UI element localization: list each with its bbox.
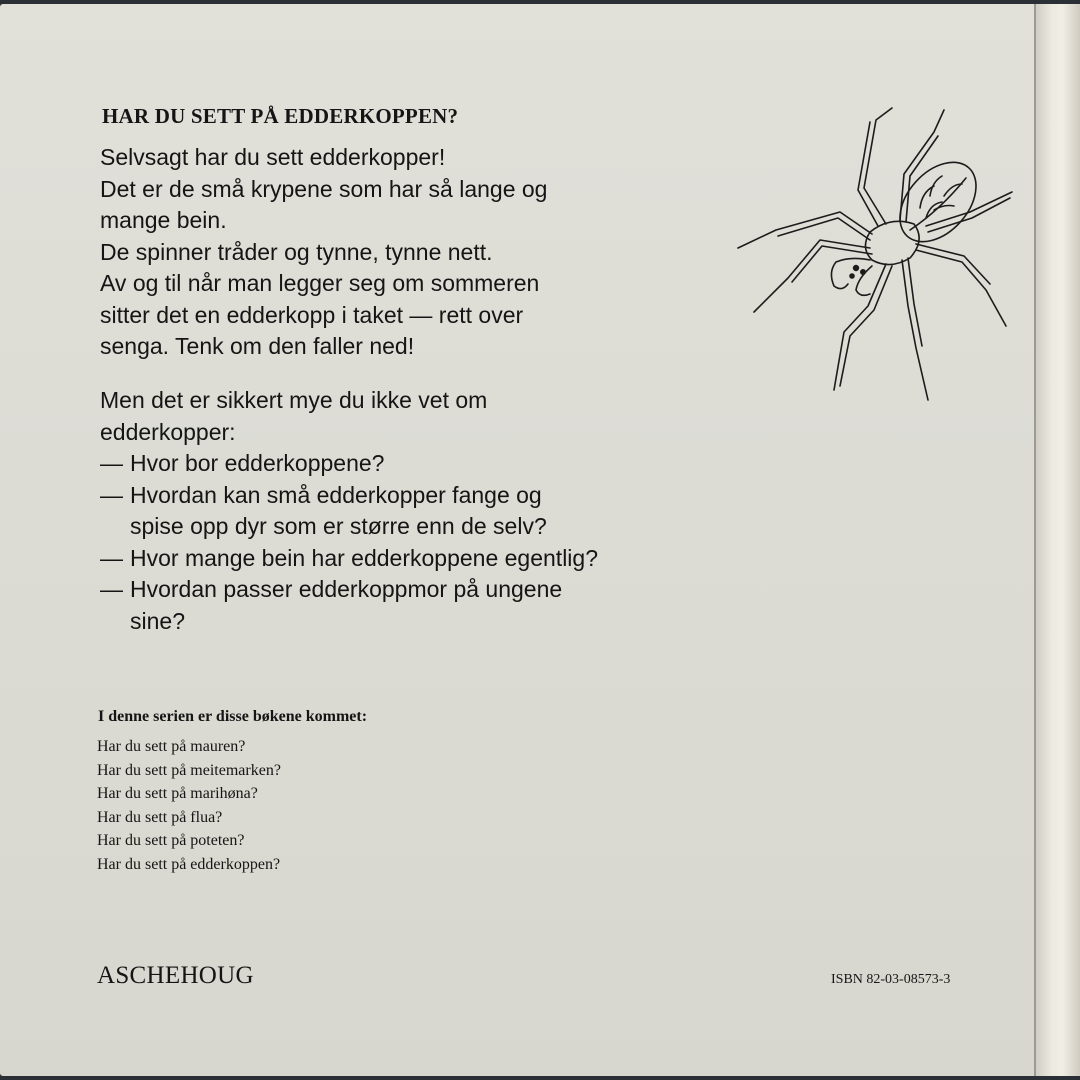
dash-bullet: — xyxy=(100,450,123,476)
questions-lead-line: edderkopper: xyxy=(100,418,236,445)
book-title: HAR DU SETT PÅ EDDERKOPPEN? xyxy=(102,104,459,128)
series-book: Har du sett på mauren? xyxy=(97,738,246,755)
spider-illustration xyxy=(730,100,1020,410)
spider-leg xyxy=(916,244,1006,326)
intro-text xyxy=(100,142,680,363)
series-book: Har du sett på poteten? xyxy=(97,832,245,849)
series-book: Har du sett på flua? xyxy=(97,808,223,826)
intro-line: Selvsagt har du sett edderkopper! xyxy=(100,144,446,170)
questions-lead-line: Men det er sikkert mye du ikke vet om xyxy=(100,387,488,413)
intro-line: mange bein. xyxy=(100,207,227,233)
dash-bullet: — xyxy=(100,481,123,508)
publisher-name: ASCHEHOUG xyxy=(97,962,254,989)
spider-leg xyxy=(738,212,872,248)
dash-bullet: — xyxy=(100,544,123,571)
intro-line: De spinner tråder og tynne, tynne nett. xyxy=(100,238,493,265)
question-line: Hvordan passer edderkoppmor på ungene xyxy=(130,576,563,602)
series-book: Har du sett på edderkoppen? xyxy=(97,855,281,873)
isbn-number: ISBN 82-03-08573-3 xyxy=(831,972,951,987)
spider-eye xyxy=(850,274,854,278)
question-line: Hvordan kan små edderkopper fange og xyxy=(130,481,542,508)
dash-bullet: — xyxy=(100,576,123,602)
intro-line: sitter det en edderkopp i taket — rett over xyxy=(100,301,524,328)
intro-line: Det er de små krypene som har så lange og xyxy=(100,175,548,202)
questions-block xyxy=(100,385,680,637)
question-line: Hvor mange bein har edderkoppene egentlig? xyxy=(130,544,598,571)
series-list xyxy=(97,735,281,876)
spider-leg xyxy=(902,258,928,400)
question-item xyxy=(100,574,680,637)
spider-leg xyxy=(858,108,892,226)
spider-cephalothorax xyxy=(865,221,919,264)
spider-leg xyxy=(926,192,1012,232)
series-book: Har du sett på marihøna? xyxy=(97,785,258,802)
question-item xyxy=(100,480,680,543)
question-line: sine? xyxy=(130,607,185,634)
question-item xyxy=(100,543,680,575)
intro-line: senga. Tenk om den faller ned! xyxy=(100,333,415,359)
spider-leg xyxy=(834,264,892,390)
spider-eye xyxy=(854,266,859,271)
question-item xyxy=(100,448,680,480)
question-line: Hvor bor edderkoppene? xyxy=(130,450,385,476)
question-line: spise opp dyr som er større enn de selv? xyxy=(130,513,547,539)
intro-line: Av og til når man legger seg om sommeren xyxy=(100,270,540,296)
series-book: Har du sett på meitemarken? xyxy=(97,761,281,779)
series-heading: I denne serien er disse bøkene kommet: xyxy=(98,708,368,725)
book-spine xyxy=(1036,4,1080,1076)
